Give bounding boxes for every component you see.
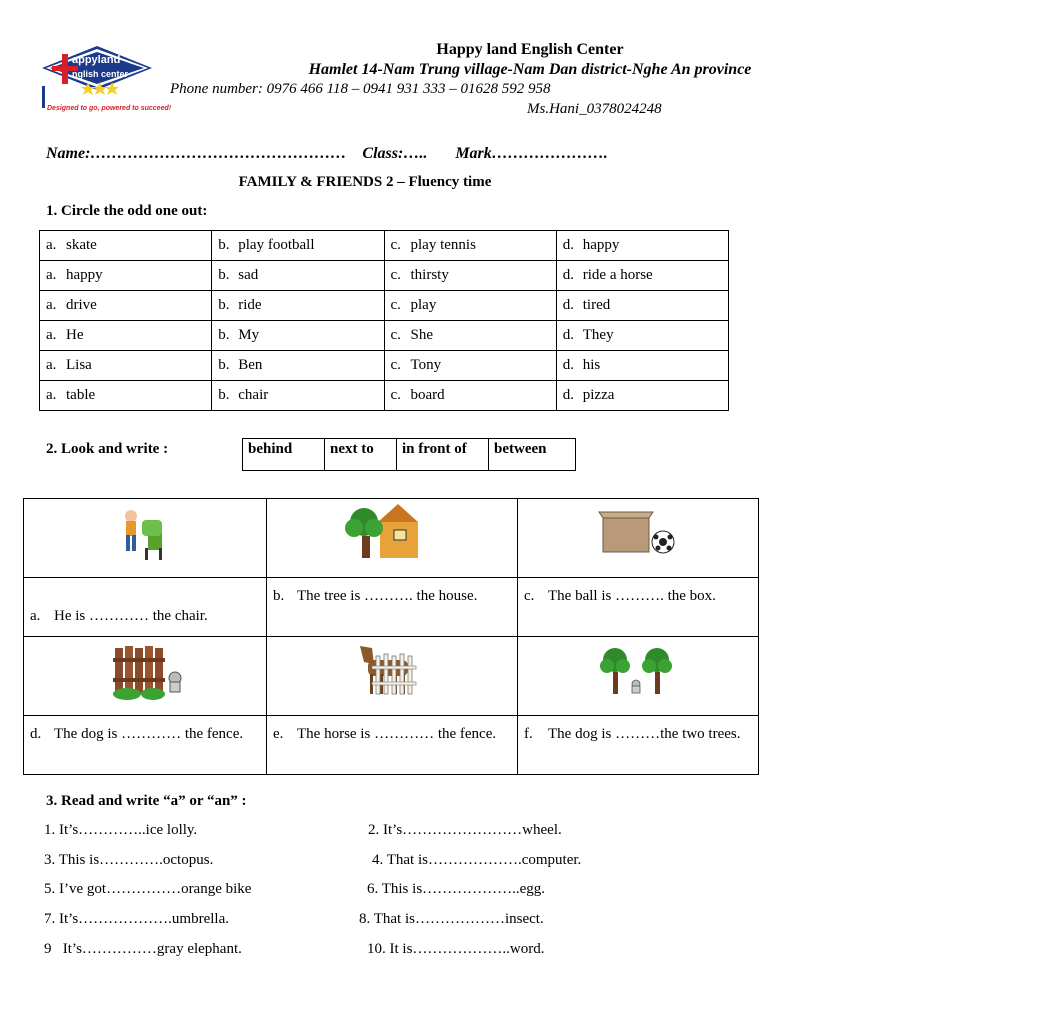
question-cell-b [267,578,518,637]
item-text: He is ………… the chair. [54,608,208,624]
option-text: board [410,387,445,403]
word-bank-item: behind [243,439,325,471]
item-text: The tree is ………. the house. [297,588,478,604]
question-cell-e [267,716,518,775]
option-text: play tennis [410,237,476,253]
question-cell-c [518,578,759,637]
q1-option[interactable] [384,231,556,261]
option-text: Ben [238,357,263,373]
option-text: Lisa [66,357,92,373]
q1-option[interactable] [556,351,728,381]
question-cell-d [24,716,267,775]
q1-option[interactable] [384,381,556,411]
option-text: thirsty [410,267,449,283]
option-text: drive [66,297,97,313]
option-letter: d. [562,237,574,253]
q3-heading: 3. Read and write “a” or “an” : [46,793,247,809]
option-text: He [66,327,84,343]
item-letter: e. [273,726,284,742]
picture-dog-trees [518,637,759,716]
q1-option[interactable] [40,261,212,291]
q3-item: 4. That is……………….computer. [372,852,582,868]
q1-option[interactable] [556,231,728,261]
teacher-contact: Ms.Hani_0378024248 [527,101,662,117]
item-letter: d. [30,726,42,742]
option-letter: b. [218,327,230,343]
option-letter: c. [390,357,401,373]
option-letter: d. [562,387,574,403]
q1-row [40,291,729,321]
q1-option[interactable] [384,351,556,381]
option-letter: c. [390,267,401,283]
option-letter: a. [46,297,57,313]
item-text: The dog is ………… the fence. [54,726,244,742]
word-bank-item: between [489,439,576,471]
q1-option[interactable] [556,261,728,291]
item-text: The horse is ………… the fence. [297,726,497,742]
option-letter: c. [390,237,401,253]
option-letter: c. [390,387,401,403]
q1-table [39,230,729,411]
option-letter: b. [218,387,230,403]
q1-option[interactable] [212,231,384,261]
question-cell-f [518,716,759,775]
question-cell-a [24,578,267,637]
option-letter: c. [390,327,401,343]
q3-item: 3. This is………….octopus. [44,852,214,868]
q1-row [40,381,729,411]
q1-heading: 1. Circle the odd one out: [46,203,208,219]
option-text: play football [238,237,315,253]
center-name: Happy land English Center [436,41,624,58]
picture-ball-box [518,499,759,578]
option-text: his [582,357,601,373]
q1-option[interactable] [40,321,212,351]
option-letter: a. [46,327,57,343]
q3-item: 7. It’s……………….umbrella. [44,911,229,927]
q3-item: 6. This is………………..egg. [367,881,546,897]
q1-option[interactable] [212,381,384,411]
option-letter: a. [46,387,57,403]
option-text: happy [66,267,103,283]
q1-option[interactable] [556,321,728,351]
word-bank-item: next to [325,439,397,471]
item-letter: b. [273,588,285,604]
option-text: My [238,327,260,343]
q1-option[interactable] [212,321,384,351]
option-text: happy [582,237,620,253]
option-text: skate [66,237,97,253]
option-letter: d. [562,267,574,283]
item-text: The ball is ………. the box. [548,588,716,604]
q1-option[interactable] [40,381,212,411]
option-letter: b. [218,297,230,313]
q3-item: 9 It’s……………gray elephant. [44,941,242,957]
q1-option[interactable] [384,291,556,321]
option-letter: d. [562,327,574,343]
option-letter: a. [46,237,57,253]
item-letter: f. [524,726,533,742]
student-info-line: Name:………………………………………… Class:….. Mark…………………. [46,145,608,162]
q1-option[interactable] [556,381,728,411]
option-text: They [582,327,614,343]
picture-boy-chair [24,499,267,578]
logo-slogan: Designed to go, powered to succeed! [47,105,172,112]
option-letter: b. [218,357,230,373]
q1-row [40,231,729,261]
word-bank-item: in front of [397,439,489,471]
q1-option[interactable] [212,291,384,321]
option-text: Tony [410,357,442,373]
q3-item: 5. I’ve got……………orange bike [44,881,252,897]
picture-tree-house [267,499,518,578]
option-text: ride a horse [582,267,653,283]
center-address: Hamlet 14-Nam Trung village-Nam Dan district-Nghe An province [308,61,752,78]
picture-horse-fence [267,637,518,716]
worksheet-title: FAMILY & FRIENDS 2 – Fluency time [238,174,492,190]
option-text: tired [582,297,611,313]
option-letter: a. [46,357,57,373]
option-text: play [410,297,437,313]
phone-numbers: Phone number: 0976 466 118 – 0941 931 333 – 01628 592 958 [170,81,551,97]
logo-text-2: nglish center [72,69,129,79]
q1-row [40,351,729,381]
item-text: The dog is ………the two trees. [548,726,741,742]
option-letter: d. [562,297,574,313]
q2-word-bank [242,438,576,471]
picture-dog-fence [24,637,267,716]
q1-row [40,321,729,351]
q3-item: 1. It’s…………..ice lolly. [44,822,198,838]
option-text: table [66,387,96,403]
q1-option[interactable] [384,261,556,291]
q1-option[interactable] [40,291,212,321]
q2-heading: 2. Look and write : [46,441,169,457]
option-letter: a. [46,267,57,283]
q1-option[interactable] [212,351,384,381]
q1-option[interactable] [384,321,556,351]
option-letter: d. [562,357,574,373]
q1-option[interactable] [556,291,728,321]
q1-row [40,261,729,291]
item-letter: a. [30,608,41,624]
item-letter: c. [524,588,535,604]
q1-option[interactable] [40,351,212,381]
option-text: ride [238,297,262,313]
q1-option[interactable] [212,261,384,291]
option-text: pizza [582,387,615,403]
option-text: sad [238,267,259,283]
q2-picture-grid [23,498,744,763]
option-letter: b. [218,237,230,253]
q3-item: 8. That is………………insect. [359,911,544,927]
q1-option[interactable] [40,231,212,261]
option-letter: b. [218,267,230,283]
logo-text-1: appyland [72,54,121,66]
option-text: She [410,327,433,343]
option-letter: c. [390,297,401,313]
option-text: chair [238,387,269,403]
q3-item: 10. It is………………..word. [367,941,545,957]
q3-item: 2. It’s……………………wheel. [368,822,562,838]
